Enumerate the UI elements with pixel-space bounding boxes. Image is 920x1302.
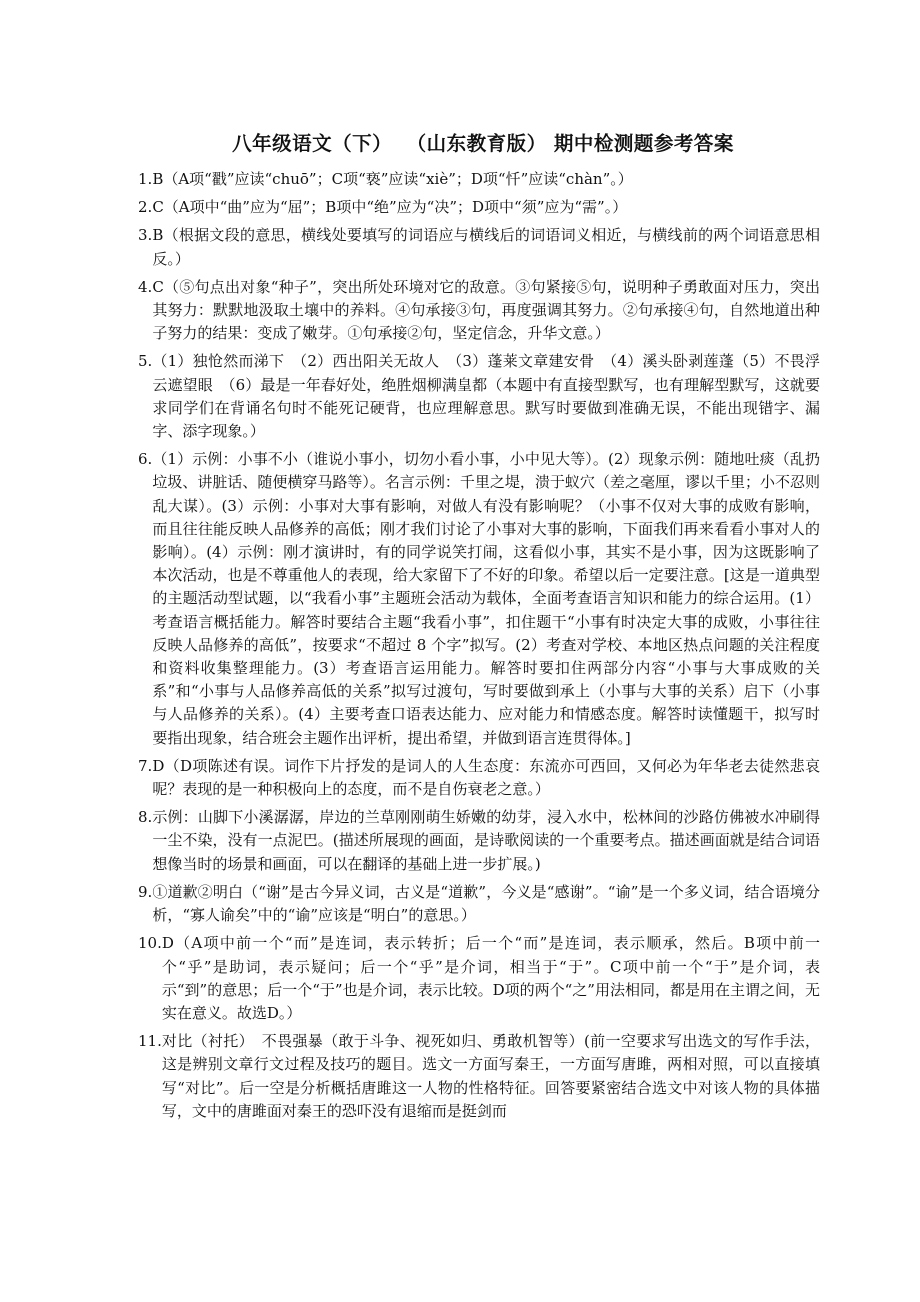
answer-item <box>138 755 820 801</box>
answer-item <box>138 168 820 191</box>
answer-text: B（A项“戳”应读“chuō”；C项“亵”应读“xiè”；D项“忏”应读“chàn”。） <box>152 170 633 188</box>
document-title: 八年级语文（下） （山东教育版） 期中检测题参考答案 <box>232 132 734 155</box>
answer-item <box>138 276 820 346</box>
answer-text: C（A项中“曲”应为“屈”；B项中“绝”应为“决”；D项中“须”应为“需”。） <box>152 198 628 217</box>
answer-text: 示例：山脚下小溪潺潺，岸边的兰草刚刚萌生娇嫩的幼芽，浸入水中，松林间的沙路仿佛被水冲刷得一尘不染，没有一点泥巴。(描述所展现的画面，是诗歌阅读的一个重要考点。描述画面就是结合词语想像当时的场景和画面，可以在翻译的基础上进一步扩展。) <box>152 808 820 873</box>
answer-number: 1. <box>138 170 153 188</box>
answer-text: D（D项陈述有误。词作下片抒发的是词人的人生态度：东流亦可西回，又何必为年华老去徒然悲哀呢？表现的是一种积极向上的态度，而不是自伤衰老之意。） <box>152 756 820 799</box>
answer-number: 2. <box>138 198 153 217</box>
answer-text: 对比（衬托） 不畏强暴（敢于斗争、视死如归、勇敢机智等）(前一空要求写出选文的写作手法，这是辨别文章行文过程及技巧的题目。选文一方面写秦王，一方面写唐雎，两相对照，可以直接填写“对比”。后一空是分析概括唐雎这一人物的性格特征。回答要紧密结合选文中对该人物的具体描写，文中的唐雎面对秦王的恐吓没有退缩而是挺剑而 <box>161 1032 820 1120</box>
answer-number: 10. <box>138 934 162 953</box>
answer-list <box>138 168 820 1123</box>
answer-text: （1）独怆然而涕下 （2）西出阳关无故人 （3）蓬莱文章建安骨 （4）溪头卧剥莲蓬（5）不畏浮云遮望眼 （6）最是一年春好处，绝胜烟柳满皇都（本题中有直接型默写，也有理解型默写，这就要求同学们在背诵名句时不能死记硬背，也应理解意思。默写时要做到准确无误，不能出现错字、漏字、添字现象。） <box>152 352 820 441</box>
answer-text: ①道歉②明白（“谢”是古今异义词，古义是“道歉”，今义是“感谢”。“谕”是一个多义词，结合语境分析，“寡人谕矣”中的“谕”应该是“明白”的意思。） <box>152 882 820 925</box>
answer-text: B（根据文段的意思，横线处要填写的词语应与横线后的词语词义相近，与横线前的两个词语意思相反。） <box>152 226 820 268</box>
answer-item <box>138 224 820 270</box>
answer-item <box>138 932 820 1025</box>
answer-item <box>138 881 820 927</box>
answer-item <box>138 350 820 443</box>
answer-number: 8. <box>138 808 153 827</box>
answer-number: 11. <box>138 1032 162 1051</box>
answer-text: （1）示例：小事不小（谁说小事小，切勿小看小事，小中见大等）。(2）现象示例：随地吐痰（乱扔垃圾、讲脏话、随便横穿马路等）。名言示例：千里之堤，溃于蚁穴（差之毫厘，谬以千里；小不忍则乱大谋）。(3）示例：小事对大事有影响，对做人有没有影响呢？（小事不仅对大事的成败有影响，而且往往能反映人品修养的高低；刚才我们讨论了小事对大事的影响，下面我们再来看看小事对人的影响）。(4）示例：刚才演讲时，有的同学说笑打闹，这看似小事，其实不是小事，因为这既影响了本次活动，也是不尊重他人的表现，给大家留下了不好的印象。希望以后一定要注意。[这是一道典型的主题活动型试题，以“我看小事”主题班会活动为载体，全面考查语言知识和能力的综合运用。(1）考查语言概括能力。解答时要结合主题“我看小事”，扣住题干“小事有时决定大事的成败，小事往往反映人品修养的高低”，按要求“不超过 8 个字”拟写。(2）考查对学校、本地区热点问题的关注程度和资料收集整理能力。(3）考查语言运用能力。解答时要扣住两部分内容“小事与大事成败的关系”和“小事与人品修养高低的关系”拟写过渡句，写时要做到承上（小事与大事的关系）启下（小事与人品修养的关系）。(4）主要考查口语表达能力、应对能力和情感态度。解答时读懂题干，拟写时要指出现象，结合班会主题作出评析，提出希望，并做到语言连贯得体。] <box>152 450 820 747</box>
answer-item <box>138 806 820 876</box>
answer-number: 5. <box>138 352 153 371</box>
answer-item <box>138 448 820 750</box>
answer-text: C（⑤句点出对象“种子”，突出所处环境对它的敌意。③句紧接⑤句，说明种子勇敢面对压力，突出其努力：默默地汲取土壤中的养料。④句承接③句，再度强调其努力。②句承接④句，自然地道出种子努力的结果：变成了嫩芽。①句承接②句，坚定信念，升华文意。） <box>152 277 820 343</box>
answer-item <box>138 196 820 219</box>
answer-number: 4. <box>138 277 153 296</box>
answer-item <box>138 1030 820 1123</box>
answer-text: D（A项中前一个“而”是连词，表示转折；后一个“而”是连词，表示顺承，然后。B项中前一个“乎”是助词，表示疑问；后一个“乎”是介词，相当于“于”。C项中前一个“于”是介词，表示“到”的意思；后一个“于”也是介词，表示比较。D项的两个“之”用法相同，都是用在主谓之间，无实在意义。故选D。） <box>161 934 820 1022</box>
answer-number: 7. <box>138 756 153 775</box>
answer-number: 3. <box>138 226 153 245</box>
answer-number: 9. <box>138 882 153 901</box>
answer-number: 6. <box>138 450 153 469</box>
